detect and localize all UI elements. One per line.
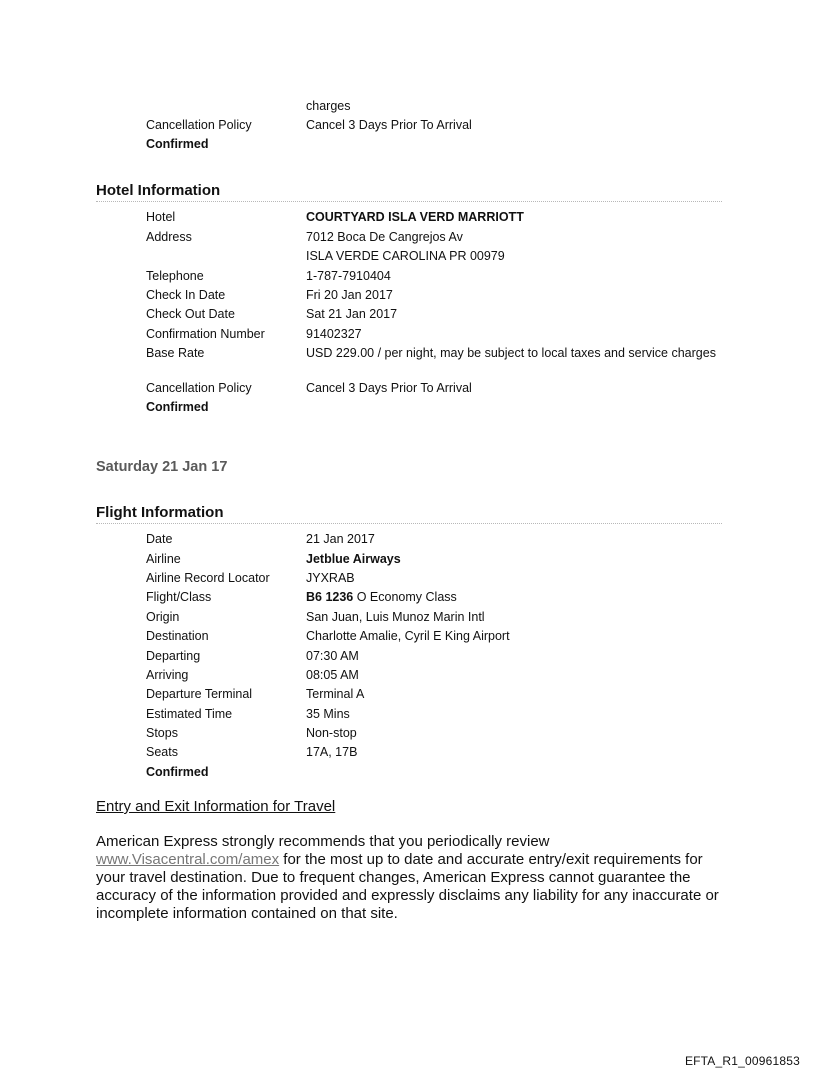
document-id: EFTA_R1_00961853	[684, 1054, 800, 1068]
cancellation-value: Cancel 3 Days Prior To Arrival	[306, 381, 472, 395]
day-heading: Saturday 21 Jan 17	[96, 459, 228, 475]
stops-value: Non-stop	[306, 726, 357, 740]
flight-section-title: Flight Information	[96, 504, 722, 524]
departing-label: Departing	[146, 649, 201, 663]
seats-value: 17A, 17B	[306, 745, 358, 759]
confirmation-label: Confirmation Number	[146, 327, 265, 341]
airline-label: Airline	[146, 552, 181, 566]
checkin-label: Check In Date	[146, 288, 226, 302]
entry-exit-title: Entry and Exit Information for Travel	[96, 798, 336, 815]
stops-label: Stops	[146, 726, 178, 740]
prev-cancellation-value: Cancel 3 Days Prior To Arrival	[306, 118, 472, 132]
checkout-label: Check Out Date	[146, 307, 235, 321]
hotel-section-title: Hotel Information	[96, 182, 722, 202]
visacentral-link[interactable]: www.Visacentral.com/amex	[96, 851, 280, 868]
arriving-value: 08:05 AM	[306, 668, 359, 682]
flight-class-label: Flight/Class	[146, 590, 212, 604]
estimated-time-label: Estimated Time	[146, 707, 233, 721]
prev-cancellation-label: Cancellation Policy	[146, 118, 252, 132]
airline-value: Jetblue Airways	[306, 552, 401, 566]
prev-base-rate-tail: charges	[306, 99, 351, 113]
telephone-label: Telephone	[146, 269, 204, 283]
flight-number: B6 1236	[306, 590, 354, 604]
confirmation-value: 91402327	[306, 327, 362, 341]
base-rate-value: USD 229.00 / per night, may be subject to local taxes and service charges	[306, 346, 716, 360]
seats-label: Seats	[146, 745, 178, 759]
hotel-name: COURTYARD ISLA VERD MARRIOTT	[306, 210, 524, 224]
flight-class: O Economy Class	[353, 590, 457, 604]
flight-class-value	[306, 590, 457, 605]
base-rate-label: Base Rate	[146, 346, 205, 360]
address-line2: ISLA VERDE CAROLINA PR 00979	[306, 249, 505, 263]
locator-value: JYXRAB	[306, 571, 355, 585]
checkin-value: Fri 20 Jan 2017	[306, 288, 393, 302]
telephone-value: 1-787-7910404	[306, 269, 391, 283]
flight-status: Confirmed	[146, 765, 209, 779]
terminal-value: Terminal A	[306, 687, 365, 701]
terminal-label: Departure Terminal	[146, 687, 253, 701]
entry-exit-text-after: for the most up to date and accurate entry/exit requirements for your travel destination. Due to frequent changes, American Express cannot guarantee the accuracy of the information provided and expressly disclaims any liability for any inaccurate or incomplete information contained on that site.	[96, 851, 719, 922]
date-value: 21 Jan 2017	[306, 532, 375, 546]
hotel-status: Confirmed	[146, 400, 209, 414]
departing-value: 07:30 AM	[306, 649, 359, 663]
hotel-label: Hotel	[146, 210, 176, 224]
destination-value: Charlotte Amalie, Cyril E King Airport	[306, 629, 510, 643]
address-line1: 7012 Boca De Cangrejos Av	[306, 230, 463, 244]
cancellation-label: Cancellation Policy	[146, 381, 252, 395]
address-label: Address	[146, 230, 192, 244]
locator-label: Airline Record Locator	[146, 571, 270, 585]
origin-value: San Juan, Luis Munoz Marin Intl	[306, 610, 485, 624]
origin-label: Origin	[146, 610, 180, 624]
date-label: Date	[146, 532, 173, 546]
destination-label: Destination	[146, 629, 209, 643]
entry-exit-paragraph	[96, 833, 726, 923]
checkout-value: Sat 21 Jan 2017	[306, 307, 398, 321]
estimated-time-value: 35 Mins	[306, 707, 350, 721]
entry-exit-text-before: American Express strongly recommends that you periodically review	[96, 833, 550, 850]
prev-status: Confirmed	[146, 137, 209, 151]
arriving-label: Arriving	[146, 668, 189, 682]
